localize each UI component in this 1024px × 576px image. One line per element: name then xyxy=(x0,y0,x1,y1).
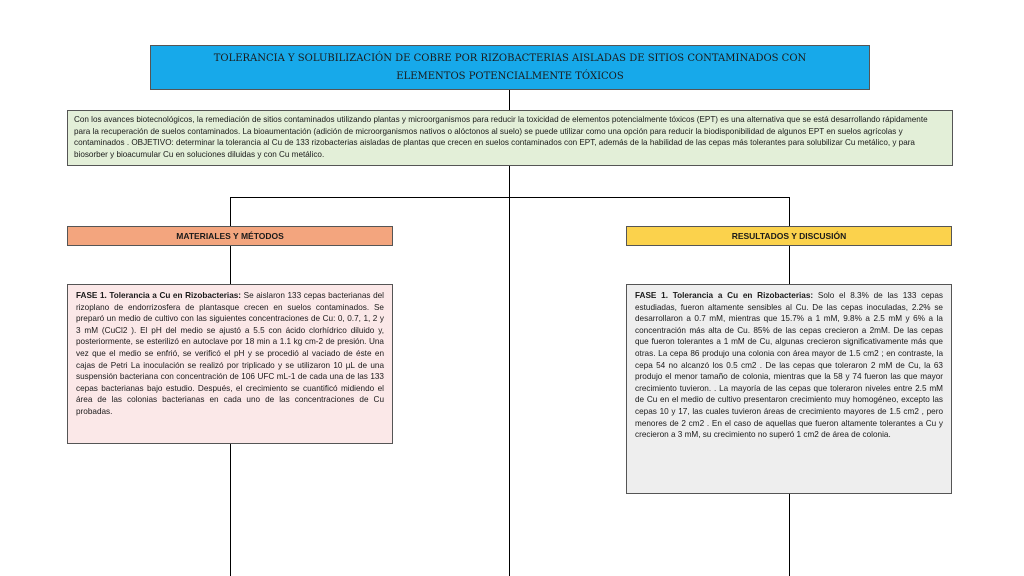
connector-center-down xyxy=(509,197,510,576)
connector-left-header-body xyxy=(230,246,231,284)
intro-box xyxy=(67,110,953,166)
connector-intro-down xyxy=(509,166,510,197)
connector-right-body-down xyxy=(789,494,790,576)
materials-text: Se aislaron 133 cepas bacterianas del rizoplano de endorrizosfera de plantasque crecen en suelos contaminados. Se preparó un medio de cultivo con las siguientes concentraciones de Cu: 0, 0.7, 1, 2 y 3 mM (CuCl2 ). El pH del medio se ajustó a 5.5 con ácido clorhídrico diluido y, posteriormente, se esterilizó en autoclave por 18 min a 1.1 kg cm-2 de presión. Una vez que el medio se enfrió, se verificó el pH y se procedió al vaciado de éste en cajas de Petri La inoculación se realizó por triplicado y se utilizaron 10 µL de una suspensión bacteriana con concentración de 106 UFC mL-1 de cada una de las 133 cepas bacterianas bajo estudio. Después, el crecimiento se cuantificó midiendo el área de las colonias bacterianas en cada uno de las concentraciones de Cu probadas. xyxy=(76,291,384,416)
materials-header xyxy=(67,226,393,246)
materials-header-text: MATERIALES Y MÉTODOS xyxy=(176,231,284,241)
title-text: TOLERANCIA Y SOLUBILIZACIÓN DE COBRE POR RIZOBACTERIAS AISLADAS DE SITIOS CONTAMINADOS CON ELEMENTOS POTENCIALMENTE TÓXICOS xyxy=(213,52,807,82)
connector-horizontal xyxy=(230,197,790,198)
results-header-text: RESULTADOS Y DISCUSIÓN xyxy=(731,231,847,241)
connector-title-intro xyxy=(509,90,510,110)
results-header xyxy=(626,226,952,246)
results-text: Solo el 8.3% de las 133 cepas estudiadas, fueron altamente sensibles al Cu. De las cepas inoculadas, 2.2% se desarrollaron a 0.7 mM, mientras que 15.7% a 1 mM, 9.8% a 2.5 mM y 6% a la concentración más alta de Cu. 85% de las cepas crecieron a 2mM. De las cepas que fueron tolerantes a 1 mM de Cu, algunas crecieron significativamente más que otras. La cepa 86 produjo una colonia con área mayor de 1.5 cm2 ; en contraste, la cepa 54 no alcanzó los 0.5 cm2 . De las cepas que toleraron 2 mM de Cu, la 63 produjo el menor tamaño de colonia, mientras que la 58 y 74 fueron las que mayor crecimiento tuvieron. . La mayoría de las cepas que toleraron niveles entre 2.5 mM de Cu en el medio de cultivo presentaron crecimiento muy homogéneo, excepto las cepas 10 y 17, las cuales tuvieron áreas de crecimiento mayores de 1.5 cm2 , pero menores de 2 cm2 . En el caso de aquellas que fueron altamente tolerantes a Cu y crecieron a 3 mM, su crecimiento no superó 1 cm2 de área de colonia. xyxy=(635,291,943,440)
results-body xyxy=(626,284,952,494)
materials-body xyxy=(67,284,393,444)
results-lead: FASE 1. Tolerancia a Cu en Rizobacterias: xyxy=(635,291,814,300)
connector-left-down xyxy=(230,197,231,226)
connector-left-body-down xyxy=(230,444,231,576)
title-box xyxy=(150,45,870,90)
connector-right-down xyxy=(789,197,790,226)
connector-right-header-body xyxy=(789,246,790,284)
materials-lead: FASE 1. Tolerancia a Cu en Rizobacterias: xyxy=(76,291,242,300)
intro-text: Con los avances biotecnológicos, la remediación de sitios contaminados utilizando plantas y microorganismos para reducir la toxicidad de elementos potencialmente tóxicos (EPT) es una alternativa que se está desarrollando rápidamente para la recuperación de suelos contaminados. La bioaumentación (adición de microorganismos nativos o alóctonos al suelo) se puede utilizar como una opción para reducir la biodisponibilidad de algunos EPT en suelos agrícolas y contaminados . OBJETIVO: determinar la tolerancia al Cu de 133 rizobacterias aisladas de plantas que crecen en suelos contaminados con EPT, además de la habilidad de las cepas más tolerantes para solubilizar Cu metálico, y para biosorber y bioacumular Cu en soluciones diluidas y con Cu metálico. xyxy=(74,115,928,159)
